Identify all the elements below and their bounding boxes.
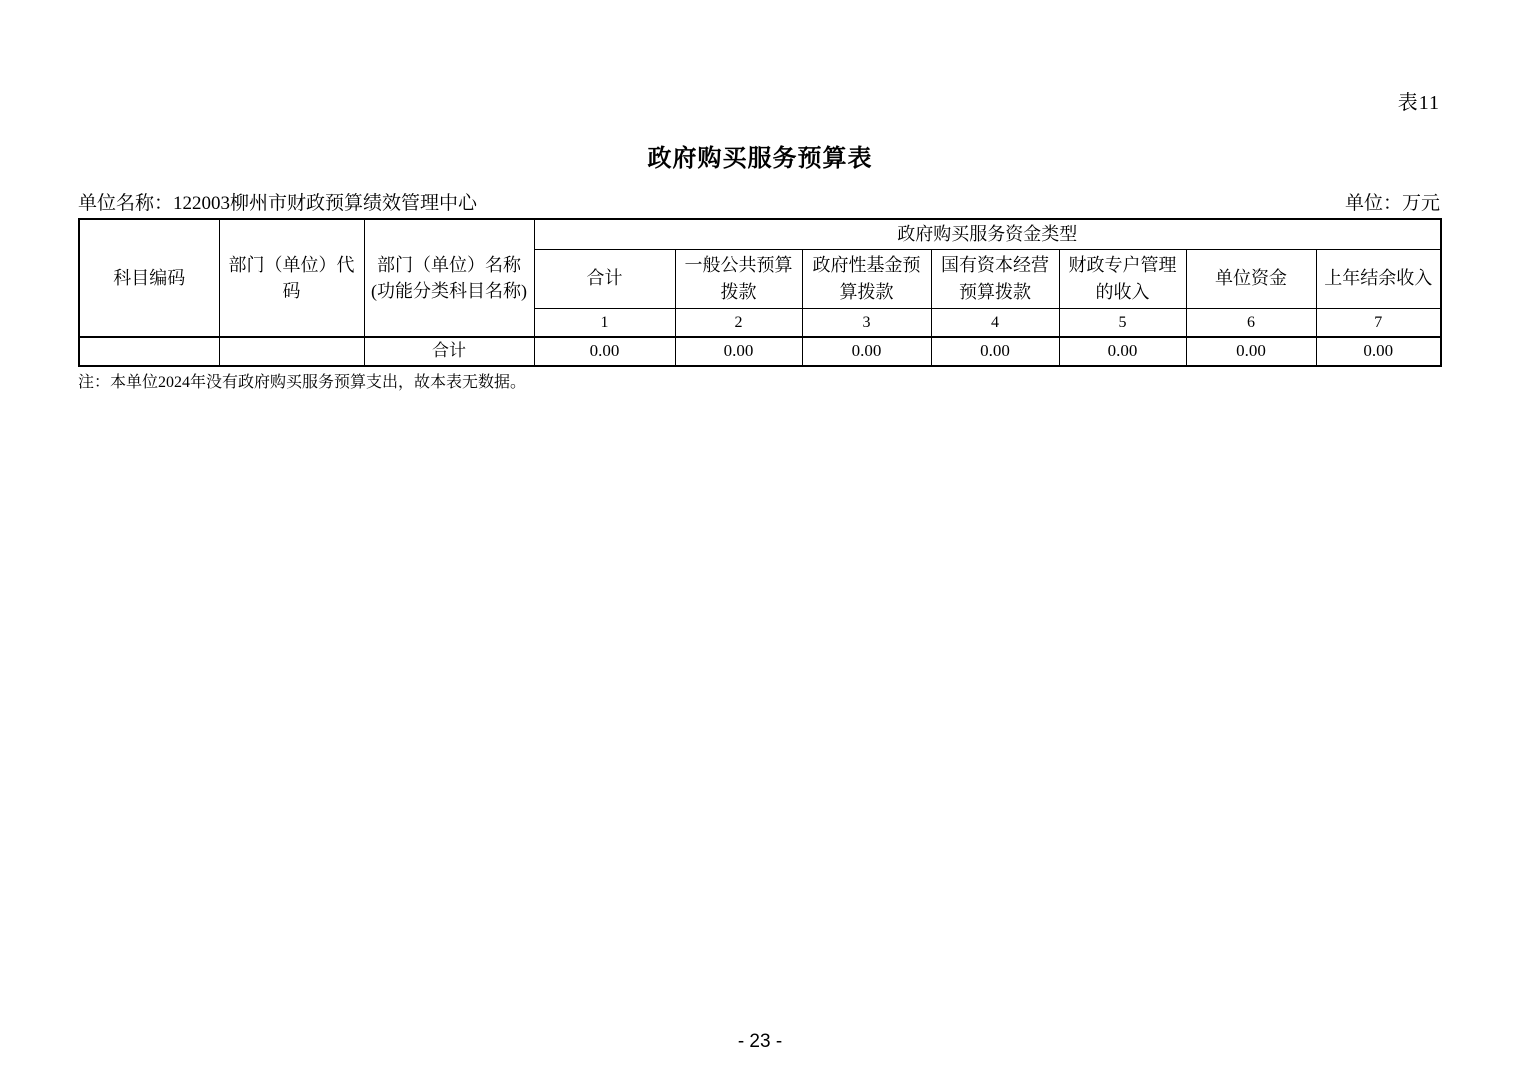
budget-table [78,218,1442,367]
cell-value-total: 0.00 [534,337,675,366]
header-general-public-budget: 一般公共预算拨款 [675,249,802,308]
cell-value-govt-fund: 0.00 [802,337,931,366]
column-number: 7 [1316,308,1441,337]
unit-name: 单位名称：122003柳州市财政预算绩效管理中心 [78,193,478,214]
header-dept-code: 部门（单位）代码 [219,219,364,337]
unit-of-measure: 单位：万元 [1344,193,1440,214]
column-number: 5 [1059,308,1186,337]
header-total: 合计 [534,249,675,308]
cell-dept-name: 合计 [364,337,534,366]
table-number-label: 表11 [1397,92,1440,114]
header-unit-funds: 单位资金 [1186,249,1316,308]
header-dept-name [364,219,534,337]
cell-subject-code [79,337,219,366]
header-state-capital-budget: 国有资本经营预算拨款 [931,249,1059,308]
footnote: 注：本单位2024年没有政府购买服务预算支出，故本表无数据。 [78,374,527,391]
table-row-total [79,337,1441,366]
header-fiscal-special-account: 财政专户管理的收入 [1059,249,1186,308]
column-number: 3 [802,308,931,337]
column-number: 1 [534,308,675,337]
page-title: 政府购买服务预算表 [647,146,873,172]
cell-value-unit-funds: 0.00 [1186,337,1316,366]
column-number: 2 [675,308,802,337]
header-subject-code: 科目编码 [79,219,219,337]
cell-value-general-public: 0.00 [675,337,802,366]
cell-value-state-capital: 0.00 [931,337,1059,366]
page-number: - 23 - [737,1031,783,1052]
header-prior-year-surplus: 上年结余收入 [1316,249,1441,308]
info-row [78,188,1440,215]
cell-value-prior-surplus: 0.00 [1316,337,1441,366]
header-govt-fund-budget: 政府性基金预算拨款 [802,249,931,308]
cell-value-fiscal-special: 0.00 [1059,337,1186,366]
header-row-fund-type [79,219,1441,249]
column-number: 6 [1186,308,1316,337]
header-dept-name-line2: (功能分类科目名称) [371,281,527,301]
header-dept-name-line1: 部门（单位）名称 [377,254,521,275]
cell-dept-code [219,337,364,366]
header-fund-type-group: 政府购买服务资金类型 [534,219,1441,249]
column-number: 4 [931,308,1059,337]
